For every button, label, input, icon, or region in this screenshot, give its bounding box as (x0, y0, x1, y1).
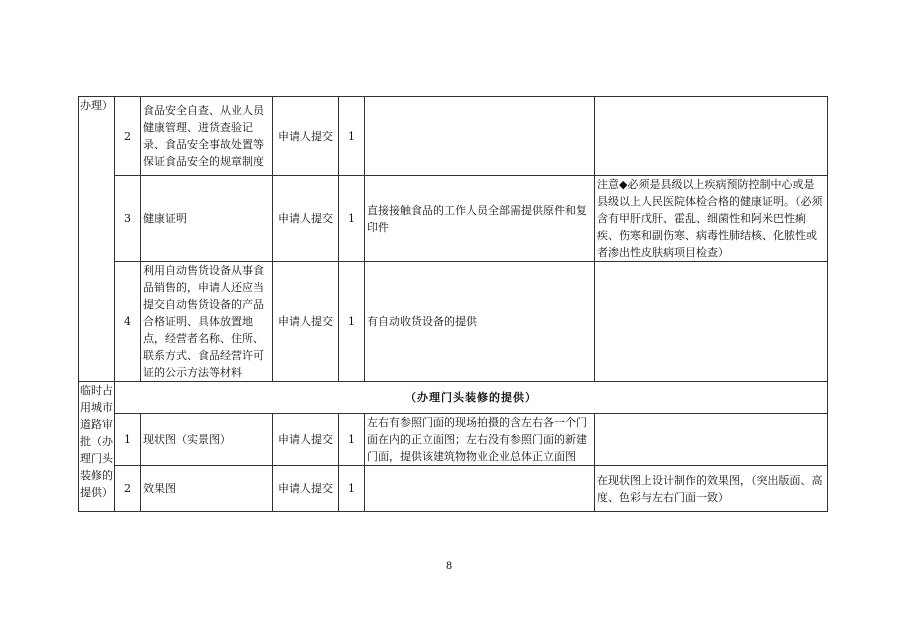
submitter: 申请人提交 (273, 414, 339, 466)
material-name: 健康证明 (141, 176, 273, 262)
requirement: 直接接触食品的工作人员全部需提供原件和复印件 (365, 176, 595, 262)
material-name: 效果图 (141, 466, 273, 512)
table-row (79, 97, 828, 176)
requirement (365, 466, 595, 512)
row-number: 4 (115, 262, 141, 382)
quantity: 1 (339, 176, 365, 262)
page-number: 8 (445, 561, 453, 572)
material-name: 食品安全自查、从业人员健康管理、进货查验记录、食品安全事故处置等保证食品安全的规章制度 (141, 97, 273, 176)
section-title-row (79, 382, 828, 414)
note (595, 262, 828, 382)
submitter: 申请人提交 (273, 466, 339, 512)
quantity: 1 (339, 414, 365, 466)
section-title: （办理门头装修的提供） (115, 382, 828, 414)
row-number: 1 (115, 414, 141, 466)
note: 注意◆必须是县级以上疾病预防控制中心或是县级以上人民医院体检合格的健康证明。（必须含有甲肝戊肝、霍乱、细菌性和阿米巴性痢疾、伤寒和副伤寒、病毒性肺结核、化脓性或者渗出性皮肤病项目检查） (595, 176, 828, 262)
quantity: 1 (339, 97, 365, 176)
requirement: 左右有参照门面的现场拍摄的含左右各一个门面在内的正立面图；左右没有参照门面的新建门面，提供该建筑物物业企业总体正立面图 (365, 414, 595, 466)
category-cell: 临时占用城市道路审批（办理门头装修的提供） (79, 382, 115, 512)
table-row (79, 262, 828, 382)
note (595, 414, 828, 466)
note (595, 97, 828, 176)
row-number: 2 (115, 97, 141, 176)
table-row (79, 176, 828, 262)
submitter: 申请人提交 (273, 262, 339, 382)
row-number: 2 (115, 466, 141, 512)
table-row (79, 414, 828, 466)
requirement (365, 97, 595, 176)
material-name: 利用自动售货设备从事食品销售的，申请人还应当提交自动售货设备的产品合格证明、具体放置地点，经营者名称、住所、联系方式、食品经营许可证的公示方法等材料 (141, 262, 273, 382)
quantity: 1 (339, 262, 365, 382)
submitter: 申请人提交 (273, 97, 339, 176)
quantity: 1 (339, 466, 365, 512)
note: 在现状图上设计制作的效果图，（突出版面、高度、色彩与左右门面一致） (595, 466, 828, 512)
table-row (79, 466, 828, 512)
material-name: 现状图（实景图） (141, 414, 273, 466)
category-cell-continued: 办理） (79, 97, 115, 382)
row-number: 3 (115, 176, 141, 262)
requirements-table (78, 96, 828, 512)
submitter: 申请人提交 (273, 176, 339, 262)
requirement: 有自动收货设备的提供 (365, 262, 595, 382)
